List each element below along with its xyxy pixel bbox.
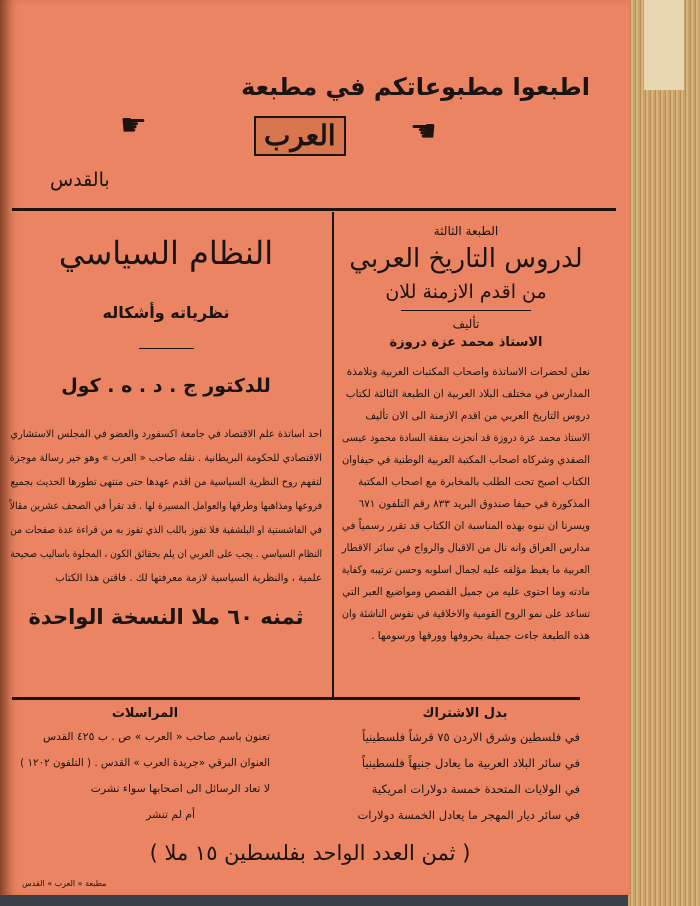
book-subtitle: نظرياته وأشكاله bbox=[102, 303, 230, 322]
book-title: النظام السياسي bbox=[58, 234, 274, 272]
book-description: احد اساتذة علم الاقتصاد في جامعة اكسفورد والعضو في المجلس الاستشاري الاقتصادي للحكومة البريطانية . نقله صاحب « العرب » وهو خير رسالة موجزة لتفهم روح النظرية السياسية من اقدم عهدها حتى منتهى تطورها الحديث بجميع فروعها ومذاهبها وطرقها والعوامل المسيرة لها . قد تقرأ في الصحف عشرين مقالاً في الفاشستية او البلشفية فلا تفوز باللب الذي تفوز به من قراءة عدة صفحات من النظام السياسي . يجب على العربي ان يلم بحقائق الكون ، المجلوة باساليب صحيحة علمية ، والنظرية السياسية لازمة معرفتها لك . فاقتن هذا الكتاب bbox=[9, 429, 323, 584]
divider bbox=[12, 208, 616, 211]
by-label: تأليف bbox=[452, 317, 480, 331]
pointing-hand-icon: ☛ bbox=[120, 108, 147, 143]
edition-label: الطبعة الثالثة bbox=[433, 224, 499, 238]
correspondence-title: المراسلات bbox=[111, 706, 179, 721]
book-page-edges bbox=[628, 0, 700, 906]
subscription-title: بدل الاشتراك bbox=[422, 706, 508, 721]
author-name: الاستاذ محمد عزة دروزة bbox=[389, 335, 543, 350]
book-announcement: نعلن لحضرات الاساتذة واصحاب المكتبات العربية وتلامذة المدارس في مختلف البلاد العربية ان الطبعة الثالثة لكتاب دروس التاريخ العربي من اقدم الازمنة الى الان تأليف الاستاذ محمد عزة دروزة قد انجزت بنفقة السادة محمود عيسى الصفدي وشركاه اصحاب المكتبة العربية الوطنية في حيفاوان الكتاب اصبح تحت الطلب بالمخابرة مع اصحاب المكتبة المذكورة في حيفا صندوق البريد ٨٣٣ رقم التلفون ٦٧١ ويسرنا ان ننوه بهذه المناسبة ان الكتاب قد تقرر رسمياً في مدارس العراق وانه نال من الاقبال والرواج في سائر الاقطار العربية ما يغبط مؤلفه عليه لجمال اسلوبه وحسن ترتيبه وكفاية مادته وما احتوى عليه من جميل القصص ومواضيع العبر التي تساعد على نمو الروح القومية والاخلاقية في نفوس الناشئة وان هذه الطبعة جاءت جميلة بحروفها وورقها ورسومها . bbox=[341, 366, 590, 642]
print-slogan: اطبعوا مطبوعاتكم في مطبعة bbox=[241, 73, 590, 101]
divider bbox=[401, 310, 531, 311]
right-column bbox=[342, 222, 590, 694]
book-title: لدروس التاريخ العربي bbox=[349, 244, 583, 274]
pointing-hand-icon: ☛ bbox=[410, 114, 437, 149]
divider bbox=[12, 697, 580, 700]
subscription-block bbox=[350, 704, 580, 828]
masthead-logo: العرب bbox=[254, 116, 346, 156]
correspondence-info: تعنون باسم صاحب « العرب » ص . ب ٤٢٥ القدس العنوان البرقي «جريدة العرب » القدس . ( التلفون ١٢٠٢ ) لا تعاد الرسائل الى اصحابها سواء نشرت أم لم تنشر bbox=[20, 730, 270, 821]
left-column bbox=[10, 228, 322, 694]
author-name: للدكتور ج . د . ه . كول bbox=[61, 375, 271, 397]
divider bbox=[139, 348, 194, 349]
book-subtitle: من اقدم الازمنة للان bbox=[385, 281, 547, 303]
column-divider bbox=[332, 212, 334, 697]
book-price: ثمنه ٦٠ ملا النسخة الواحدة bbox=[28, 605, 304, 629]
city-label: بالقدس bbox=[50, 169, 110, 191]
issue-price: ( ثمن العدد الواحد بفلسطين ١٥ ملا ) bbox=[149, 841, 471, 865]
printer-imprint: مطبعة « العرب » القدس bbox=[22, 879, 107, 888]
page-tab bbox=[644, 0, 684, 90]
correspondence-block bbox=[20, 704, 270, 828]
subscription-rates: في فلسطين وشرق الاردن ٧٥ قرشاً فلسطينياً في سائر البلاد العربية ما يعادل جنيهاً فلسطينياً في الولايات المتحدة خمسة دولارات امريكية في سائر ديار المهجر ما يعادل الخمسة دولارات bbox=[357, 730, 580, 822]
